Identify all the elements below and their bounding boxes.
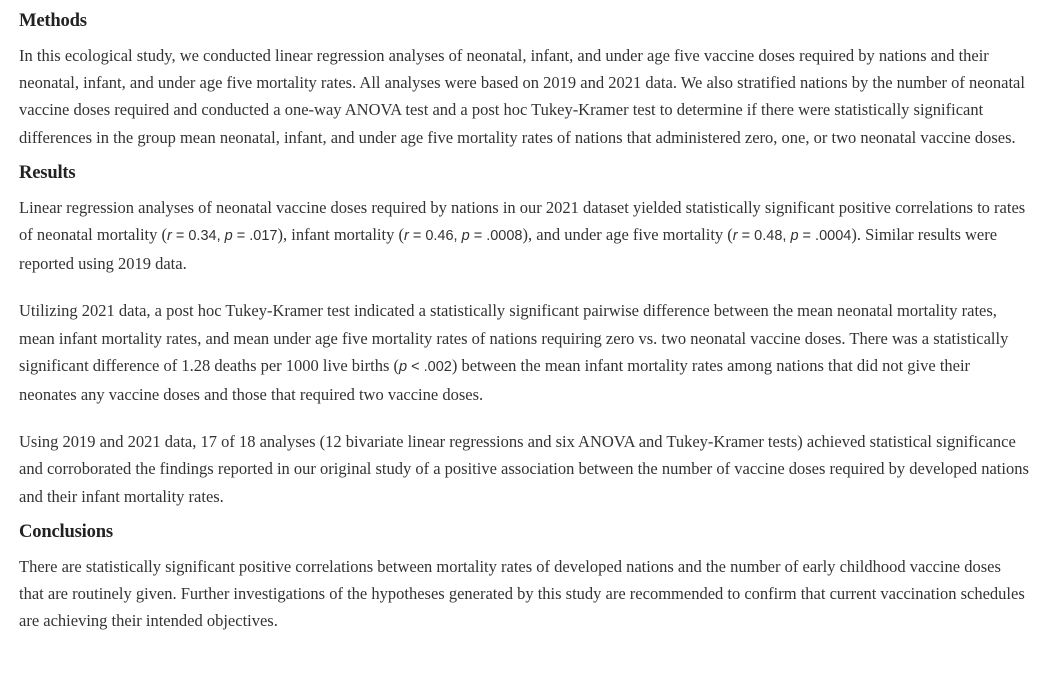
methods-heading: Methods [19,10,87,31]
stat-p-symbol-2: p [461,228,470,245]
stat-p-value-3: = .0004 [798,228,852,245]
stat-r-symbol-2: r [403,228,409,245]
results-p2-text-1: Utilizing 2021 data, a post hoc Tukey-Kramer test indicated a statistically significant pairwise difference between the mean neonatal mortality rates, mean infant mortality rates, and mean under age five mortality rates of nations requiring zero vs. two neonatal vaccine doses. There was a statistically significant difference of 1.28 deaths per 1000 live births ( [19,301,1009,375]
stat-p-value-1: = .017 [232,228,278,245]
stat-p-value-2: = .0008 [469,228,523,245]
stat-r-symbol-3: r [732,228,738,245]
methods-paragraph: In this ecological study, we conducted linear regression analyses of neonatal, infant, and under age five vaccine doses required by nations and their neonatal, infant, and under age five mortality rates. All analyses were based on 2019 and 2021 data. We also stratified nations by the number of neonatal vaccine doses required and conducted a one-way ANOVA test and a post hoc Tukey-Kramer test to determine if there were statistically significant differences in the group mean neonatal, infant, and under age five mortality rates of nations that administered zero, one, or two neonatal vaccine doses. [19,46,1025,147]
results-p2-text-2: ) between the mean infant mortality rates among nations that did not give their neonates any vaccine doses and those that required two vaccine doses. [19,355,971,405]
conclusions-heading: Conclusions [19,520,113,542]
abstract [19,0,1029,634]
stat-p-value-4: < .002 [407,358,452,375]
stat-r-symbol-1: r [167,228,172,245]
results-paragraph-1 [19,194,1029,278]
results-paragraph-3: Using 2019 and 2021 data, 17 of 18 analyses (12 bivariate linear regressions and six ANOVA and Tukey-Kramer tests) achieved statistical significance and corroborated the findings reported in our original study of a positive association between the number of vaccine doses required by developed nations and their infant mortality rates. [19,432,1029,506]
results-paragraph-2 [19,297,1029,408]
results-p1-text-2: ), infant mortality ( [277,225,404,245]
results-p1-text-1: Linear regression analyses of neonatal vaccine doses required by nations in our 2021 dataset yielded statistically significant positive correlations to rates of neonatal mortality ( [19,197,1026,245]
stat-p-symbol-4: p [399,358,408,375]
stat-p-symbol-3: p [790,228,799,245]
stat-r-value-1: = 0.34, [171,228,225,245]
results-p1-text-3: ), and under age five mortality ( [522,225,733,245]
stat-p-symbol-1: p [224,228,233,245]
conclusions-paragraph: There are statistically significant positive correlations between mortality rates of developed nations and the number of early childhood vaccine doses that are routinely given. Further investigations of the hypotheses generated by this study are recommended to confirm that current vaccination schedules are achieving their intended objectives. [19,556,1025,631]
stat-r-value-3: = 0.48, [737,228,791,245]
results-p1-text-4: ). Similar results were reported using 2019 data. [19,225,998,274]
stat-r-value-2: = 0.46, [408,228,462,245]
results-heading: Results [19,161,76,183]
